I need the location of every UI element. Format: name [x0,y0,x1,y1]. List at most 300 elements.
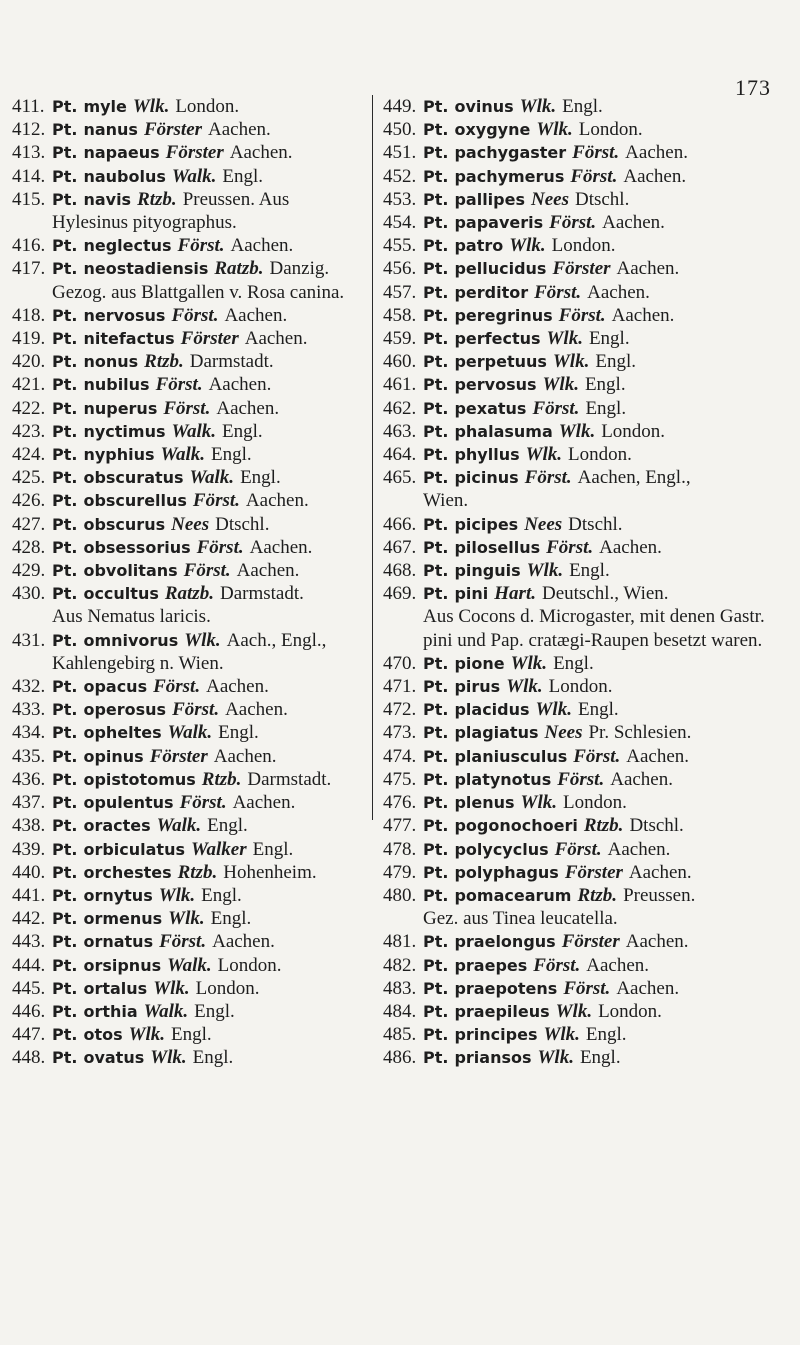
list-item [383,141,783,164]
entry-genus: Pt. [423,862,449,882]
entry-genus: Pt. [423,1001,449,1021]
entry-number: 429. [12,560,46,582]
entry-author: Först. [153,676,201,698]
entry-genus: Pt. [423,166,449,186]
list-item [12,304,362,327]
entry-number: 425. [12,467,46,489]
entry-author: Förster [143,119,203,141]
entry-number: 475. [383,768,417,790]
entry-species: ovatus [83,1048,145,1068]
entry-locality: Aachen. [611,304,675,326]
entry-locality: Aachen. [216,397,280,419]
entry-author: Hart. [494,583,536,605]
entry-author: Ratzb. [214,258,264,280]
list-item [12,257,362,280]
entry-genus: Pt. [52,445,78,465]
entry-species: pogonochoeri [454,816,578,836]
entry-number: 442. [12,908,46,930]
entry-genus: Pt. [423,955,449,975]
entry-genus: Pt. [52,932,78,952]
entry-genus: Pt. [423,143,449,163]
entry-number: 433. [12,699,46,721]
entry-number: 454. [383,212,417,234]
entry-author: Wlk. [132,96,170,117]
entry-number: 450. [383,119,417,141]
entry-locality: Aachen. [232,792,296,814]
entry-number: 416. [12,235,46,257]
entry-locality: Aachen. [616,258,680,280]
entry-species: neostadiensis [83,259,209,279]
list-item [12,350,362,373]
entry-number: 483. [383,977,417,999]
entry-genus: Pt. [52,537,78,557]
entry-genus: Pt. [423,723,449,743]
entry-locality: Aachen. [206,676,269,698]
entry-number: 460. [383,351,417,373]
entry-genus: Pt. [423,700,449,720]
entry-species: pini [454,584,489,604]
entry-genus: Pt. [52,584,78,604]
list-item [12,791,362,814]
entry-species: nubilus [83,375,150,395]
entry-author: Först. [172,699,220,721]
list-item [12,977,362,1000]
entry-species: papaveris [454,213,544,233]
entry-number: 432. [12,676,46,698]
entry-author: Först. [183,560,231,582]
entry-genus: Pt. [423,746,449,766]
entry-locality: Aachen. [602,212,665,234]
entry-number: 411. [12,96,45,117]
list-item [12,768,362,791]
entry-number: 459. [383,328,417,350]
entry-genus: Pt. [423,305,449,325]
entry-genus: Pt. [423,1048,449,1068]
entry-author: Rtzb. [177,861,218,883]
entry-species: nonus [83,352,139,372]
entry-author: Wlk. [520,792,557,814]
entry-genus: Pt. [52,143,78,163]
entry-genus: Pt. [52,700,78,720]
entry-genus: Pt. [52,978,78,998]
entry-species: otos [83,1025,123,1045]
list-item [12,165,362,188]
entry-author: Först. [163,397,211,419]
entry-genus: Pt. [423,445,449,465]
entry-species: nyctimus [83,421,166,441]
entry-species: plenus [454,793,515,813]
entry-locality: Engl. [584,374,626,396]
entry-note: Gez. aus Tinea leucatella. [423,908,618,930]
entry-author: Wlk. [184,629,221,651]
entry-number: 426. [12,490,46,512]
entry-locality: Danzig. [269,258,330,280]
list-item [12,884,362,907]
entry-locality: London. [598,1000,662,1022]
list-item [12,513,362,536]
list-item [383,234,783,257]
entry-genus: Pt. [52,305,78,325]
entry-species: pexatus [454,398,527,418]
entry-number: 423. [12,420,46,442]
entry-species: pirus [454,677,501,697]
entry-locality: Aachen. [610,768,673,790]
list-item [383,721,783,744]
entry-species: obscurellus [83,491,187,511]
entry-author: Först. [532,397,580,419]
entry-species: opulentus [83,793,174,813]
entry-genus: Pt. [52,189,78,209]
entry-author: Nees [171,513,210,535]
entry-author: Wlk. [168,908,205,930]
entry-number: 484. [383,1000,417,1022]
entry-author: Wlk. [128,1024,166,1046]
entry-genus: Pt. [423,584,449,604]
entry-number: 458. [383,304,417,326]
entry-note: Kahlengebirg n. Wien. [52,652,224,674]
entry-author: Först. [192,490,240,512]
entry-genus: Pt. [52,769,78,789]
entry-number: 436. [12,768,46,790]
entry-locality: Engl. [588,328,630,350]
entry-locality: London. [548,676,613,698]
entry-author: Först. [155,374,203,396]
entry-species: obsessorius [83,537,191,557]
entry-number: 446. [12,1000,46,1022]
list-item [383,1046,783,1069]
entry-species: nervosus [83,305,166,325]
entry-author: Först. [524,467,572,489]
entry-author: Förster [165,142,224,164]
entry-species: pilosellus [454,537,541,557]
entry-author: Nees [544,722,583,744]
entry-locality: London. [195,977,260,999]
entry-author: Först. [159,931,207,953]
entry-locality: Engl. [553,652,594,674]
list-item [12,698,362,721]
entry-number: 441. [12,884,46,906]
entry-genus: Pt. [423,885,449,905]
entry-species: principes [454,1025,538,1045]
entry-locality: Engl. [194,1000,235,1022]
entry-genus: Pt. [52,885,78,905]
entry-genus: Pt. [423,468,449,488]
list-item [383,350,783,373]
entry-number: 481. [383,931,417,953]
entry-number: 443. [12,931,46,953]
entry-author: Rtzb. [201,768,242,790]
entry-locality: Pr. Schlesien. [588,722,692,744]
entry-number: 448. [12,1047,46,1069]
entry-number: 478. [383,838,417,860]
entry-locality: Aachen. [616,977,680,999]
entry-species: picipes [454,514,519,534]
entry-species: patro [454,236,504,256]
entry-number: 449. [383,96,417,117]
entry-locality: Aachen. [224,304,288,326]
entry-locality: Deutschl., Wien. [541,583,669,605]
entry-species: obscuratus [83,468,184,488]
entry-locality: Engl. [252,838,294,860]
entry-number: 473. [383,722,417,744]
entry-locality: Darmstadt. [247,768,332,790]
entry-author: Först. [546,536,594,558]
entry-author: Ratzb. [164,583,214,605]
entry-species: polycyclus [454,839,549,859]
entry-genus: Pt. [423,1025,449,1045]
page-number: 173 [735,75,771,100]
entry-species: orchestes [83,862,172,882]
entry-note: Gezog. aus Blattgallen v. Rosa canina. [52,281,345,303]
entry-species: nyphius [83,445,155,465]
entry-species: napaeus [83,143,160,163]
entry-genus: Pt. [52,677,78,697]
entry-author: Wlk. [558,420,596,442]
entry-number: 464. [383,444,417,466]
list-item [383,745,783,768]
entry-number: 413. [12,142,46,164]
entry-note: Aus Nematus laricis. [52,606,211,628]
entry-number: 455. [383,235,417,257]
entry-species: pinguis [454,561,521,581]
list-item [383,443,783,466]
entry-number: 417. [12,258,46,280]
entry-genus: Pt. [423,189,449,209]
list-item [12,838,362,861]
entry-locality: Engl. [201,884,242,906]
entry-number: 467. [383,536,417,558]
entry-author: Förster [564,861,623,883]
entry-genus: Pt. [52,375,78,395]
entry-author: Först. [179,792,227,814]
entry-number: 452. [383,165,417,187]
entry-author: Först. [534,281,582,303]
entry-locality: Aachen. [208,374,272,396]
entry-author: Först. [573,745,621,767]
entry-author: Wlk. [153,977,190,999]
list-item [383,814,783,837]
entry-genus: Pt. [52,723,78,743]
entry-number: 434. [12,722,46,744]
entry-locality: Preussen. Aus [182,188,290,210]
entry-author: Först. [554,838,602,860]
entry-author: Wlk. [506,676,543,698]
entry-locality: Aachen. [208,119,271,141]
entry-genus: Pt. [52,329,78,349]
entry-genus: Pt. [52,816,78,836]
entry-species: obvolitans [83,561,178,581]
entry-author: Först. [196,536,244,558]
entry-genus: Pt. [423,120,449,140]
entry-species: pervosus [454,375,537,395]
entry-author: Walk. [160,444,206,466]
entry-author: Förster [552,258,611,280]
entry-number: 482. [383,954,417,976]
entry-author: Wlk. [536,119,573,141]
entry-locality: Engl. [210,908,252,930]
entry-number: 463. [383,420,417,442]
entry-locality: Engl. [240,467,281,489]
entry-species: ornytus [83,885,153,905]
entry-author: Rtzb. [577,884,618,906]
entry-genus: Pt. [423,236,449,256]
entry-species: perpetuus [454,352,547,372]
entry-locality: Engl. [222,165,264,187]
entry-author: Wlk. [519,96,557,117]
list-item [12,234,362,257]
entry-species: phyllus [454,445,520,465]
list-item [12,536,362,559]
entry-genus: Pt. [423,653,449,673]
entry-species: pachymerus [454,166,565,186]
entry-species: ormenus [83,909,163,929]
entry-genus: Pt. [52,862,78,882]
entry-genus: Pt. [52,1025,78,1045]
list-item [12,466,362,489]
entry-number: 427. [12,513,46,535]
entry-number: 447. [12,1024,46,1046]
list-item [383,513,783,536]
entry-number: 419. [12,328,46,350]
list-item [383,1000,783,1023]
list-item [12,907,362,930]
entry-author: Wlk. [535,699,572,721]
entry-note: Wien. [423,490,469,512]
entry-number: 468. [383,560,417,582]
entry-locality: London. [578,119,643,141]
entry-locality: Engl. [171,1024,212,1046]
list-item [383,954,783,977]
entry-locality: London. [568,444,632,466]
entry-locality: Aachen. [623,165,687,187]
entry-genus: Pt. [52,630,78,650]
list-item [12,420,362,443]
entry-number: 422. [12,397,46,419]
list-item [383,768,783,791]
entry-genus: Pt. [423,514,449,534]
entry-genus: Pt. [52,746,78,766]
entry-note: Aus Cocons d. Microgaster, mit denen Gastr. pini und Pap. cratægi-Raupen besetzt waren. [423,606,765,651]
entry-genus: Pt. [52,120,78,140]
entry-author: Wlk. [509,235,546,257]
list-item [12,814,362,837]
list-item [12,1046,362,1069]
right-column [372,95,783,1069]
entry-genus: Pt. [423,769,449,789]
entry-species: pione [454,653,505,673]
entry-species: perfectus [454,329,541,349]
list-item [12,629,362,652]
entry-locality: Engl. [585,397,627,419]
list-item [383,559,783,582]
entry-number: 469. [383,583,417,605]
entry-author: Förster [180,328,239,350]
entry-locality: Engl. [595,351,636,373]
entry-author: Först. [557,768,605,790]
list-item [12,489,362,512]
entry-species: praepotens [454,978,558,998]
entry-genus: Pt. [423,375,449,395]
entry-number: 457. [383,281,417,303]
list-item [12,675,362,698]
entry-number: 420. [12,351,46,373]
entry-number: 435. [12,745,46,767]
entry-locality: Engl. [569,560,610,582]
list-item [383,652,783,675]
entry-author: Wlk. [150,1047,187,1069]
entry-genus: Pt. [52,398,78,418]
entry-author: Wlk. [555,1000,593,1022]
entry-species: pomacearum [454,885,572,905]
list-item [383,536,783,559]
entry-locality: Aachen. [229,142,293,164]
entry-number: 472. [383,699,417,721]
entry-number: 485. [383,1024,417,1046]
entry-species: neglectus [83,236,172,256]
list-item [12,1000,362,1023]
entry-note: Hylesinus pityographus. [52,212,237,234]
entry-species: nuperus [83,398,158,418]
list-item [12,1023,362,1046]
entry-species: priansos [454,1048,532,1068]
entry-number: 439. [12,838,46,860]
list-item [12,745,362,768]
entry-genus: Pt. [423,398,449,418]
entry-species: placidus [454,700,530,720]
entry-species: orsipnus [83,955,162,975]
entry-author: Rtzb. [583,815,624,837]
entry-species: phalasuma [454,421,553,441]
list-item [383,791,783,814]
entry-locality: Engl. [579,1047,621,1069]
list-item [383,675,783,698]
entry-species: obscurus [83,514,166,534]
entry-species: pachygaster [454,143,567,163]
list-item [383,95,783,118]
entry-genus: Pt. [423,282,449,302]
entry-locality: Engl. [222,420,263,442]
entry-genus: Pt. [52,955,78,975]
entry-author: Walk. [167,954,212,976]
entry-genus: Pt. [52,909,78,929]
entry-genus: Pt. [52,259,78,279]
entry-genus: Pt. [52,793,78,813]
entry-author: Först. [570,165,618,187]
entry-author: Först. [563,977,611,999]
entry-species: orbiculatus [83,839,185,859]
list-item [383,257,783,280]
entry-genus: Pt. [423,213,449,233]
list-item [383,466,783,489]
entry-locality: Aachen. [626,745,690,767]
entry-author: Wlk. [546,328,583,350]
entry-author: Walk. [167,722,213,744]
entry-author: Förster [561,931,620,953]
entry-author: Nees [530,188,569,210]
entry-species: peregrinus [454,305,553,325]
entry-locality: Engl. [562,96,603,117]
entry-locality: Darmstadt. [219,583,304,605]
entry-locality: Aachen. [236,560,300,582]
entry-locality: Hohenheim. [223,861,317,883]
entry-author: Wlk. [552,351,590,373]
entry-species: orthia [83,1001,138,1021]
entry-genus: Pt. [52,97,78,116]
entry-species: ovinus [454,97,514,116]
entry-genus: Pt. [423,932,449,952]
entry-author: Först. [177,235,225,257]
entry-author: Rtzb. [137,188,177,210]
